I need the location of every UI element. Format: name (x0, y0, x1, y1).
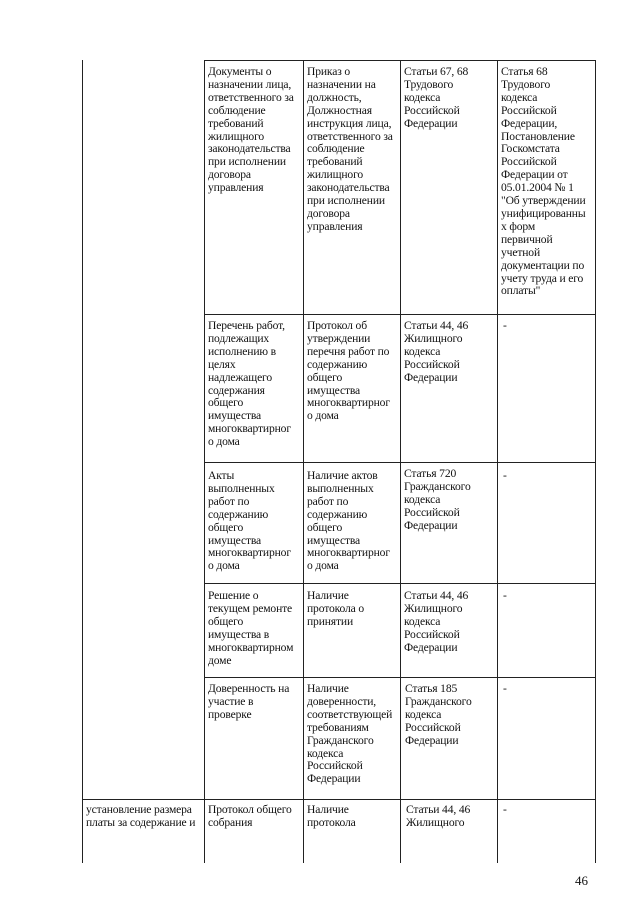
table-cell-legal-basis: Статьи 44, 46 Жилищного (406, 804, 471, 829)
table-cell-legal-basis: Статья 720 Гражданского кодекса Российской Федерации (404, 468, 471, 532)
row-divider (204, 583, 596, 584)
table-cell-legal-basis: Статьи 67, 68 Трудового кодекса Российской Федерации (404, 66, 469, 130)
table-cell-confirmation: Наличие протокола (307, 804, 356, 829)
table-cell-note: - (503, 683, 507, 695)
table-cell-document: Доверенность на участие в проверке (208, 683, 290, 721)
table-left-border (82, 60, 83, 863)
table-cell-document: Протокол общего собрания (208, 804, 292, 829)
table-cell-confirmation: Наличие актов выполненных работ по содержанию общего имущества многоквартирног о дома (307, 470, 390, 573)
table-cell-document: Решение о текущем ремонте общего имущества в многоквартирном доме (208, 590, 294, 667)
table-cell-document: Документы о назначении лица, ответственного за соблюдение требований жилищного законодательства при исполнении договора управления (208, 66, 294, 195)
table-cell-note: - (503, 470, 507, 482)
row-divider (204, 314, 596, 315)
table-cell-document: Акты выполненных работ по содержанию общего имущества многоквартирног о дома (208, 470, 291, 573)
table-cell-note: - (503, 804, 507, 816)
table-cell-legal-basis: Статьи 44, 46 Жилищного кодекса Российской Федерации (404, 590, 469, 654)
row-divider (82, 799, 596, 800)
table-cell-note: - (503, 590, 507, 602)
page-number: 46 (575, 873, 588, 888)
row-divider (204, 60, 596, 61)
table-cell-note: Статья 68 Трудового кодекса Российской Федерации, Постановление Госкомстата Российской Федерации от 05.01.2004 № 1 "Об утверждении унифицированны х форм первичной учетной документации по учету труда и его оплаты" (501, 66, 586, 298)
table-cell-legal-basis: Статьи 44, 46 Жилищного кодекса Российской Федерации (404, 320, 469, 384)
row-divider (204, 462, 596, 463)
table-cell-legal-basis: Статья 185 Гражданского кодекса Российской Федерации (405, 683, 472, 747)
table-cell-confirmation: Наличие протокола о принятии (307, 590, 365, 628)
table-cell-document: Перечень работ, подлежащих исполнению в целях надлежащего содержания общего имущества многоквартирног о дома (208, 320, 291, 449)
row-divider (204, 677, 596, 678)
table-cell-confirmation: Приказ о назначении на должность, Должностная инструкция лица, ответственного за соблюдение требований жилищного законодательства при исполнении договора управления (307, 66, 393, 233)
table-cell-note: - (503, 320, 507, 332)
table-cell-confirmation: Наличие доверенности, соответствующей требованиям Гражданского кодекса Российской Федерации (307, 683, 393, 786)
table-cell-requirement: установление размера платы за содержание и (86, 804, 196, 829)
table-cell-confirmation: Протокол об утверждении перечня работ по содержанию общего имущества многоквартирног о дома (307, 320, 390, 423)
